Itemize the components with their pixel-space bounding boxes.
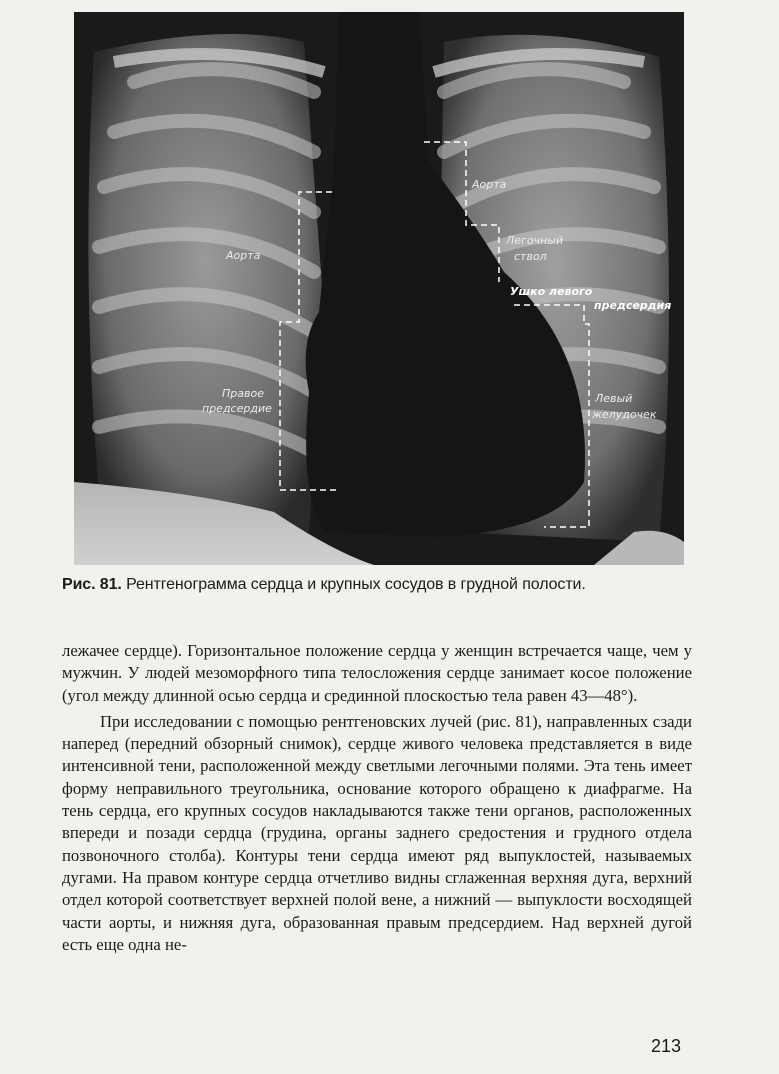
page-number: 213 [650, 1036, 681, 1056]
label-left-atrium-2: предсердия [594, 299, 672, 312]
label-left-ventricle-2: желудочек [592, 408, 657, 421]
figure-number: Рис. 81. [62, 576, 122, 593]
label-pulmonary-trunk-2: ствол [514, 250, 547, 263]
label-aorta-left: Аорта [226, 249, 261, 262]
figure-caption-text: Рентгенограмма сердца и крупных сосудов в грудной полости. [126, 576, 586, 593]
chest-xray-figure [74, 12, 684, 565]
label-left-ventricle-1: Левый [595, 392, 633, 405]
paragraph: лежачее сердце). Горизонтальное положение сердца у женщин встречается чаще, чем у мужчин. У людей мезоморфного типа телосложения сердце занимает косое положение (угол между длинной осью сердца и срединной плоскостью тела равен 43—48°). [62, 641, 692, 705]
body-text [62, 640, 692, 956]
figure-caption [62, 576, 722, 594]
label-right-atrium-1: Правое [222, 387, 264, 400]
label-right-atrium-2: предсердие [202, 402, 272, 415]
label-pulmonary-trunk-1: Легочный [506, 234, 564, 247]
label-left-atrium-1: Ушко левого [510, 285, 593, 298]
paragraph: При исследовании с помощью рентгеновских лучей (рис. 81), направленных сзади наперед (передний обзорный снимок), сердце живого человека представляется в виде интенсивной тени, расположенной между светлыми легочными полями. Эта тень имеет форму неправильного треугольника, основание которого обращено к диафрагме. На тень сердца, его крупных сосудов накладываются также тени органов, расположенных впереди и позади сердца (грудина, органы заднего средостения и грудного отдела позвоночного столба). Контуры тени сердца имеют ряд выпуклостей, называемых дугами. На правом контуре сердца отчетливо видны сглаженная верхняя дуга, верхний отдел которой соответствует верхней полой вене, а нижний — выпуклости восходящей части аорты, и нижняя дуга, образованная правым предсердием. Над верхней дугой есть еще одна не- [62, 711, 692, 954]
label-aorta-right: Аорта [472, 178, 507, 191]
